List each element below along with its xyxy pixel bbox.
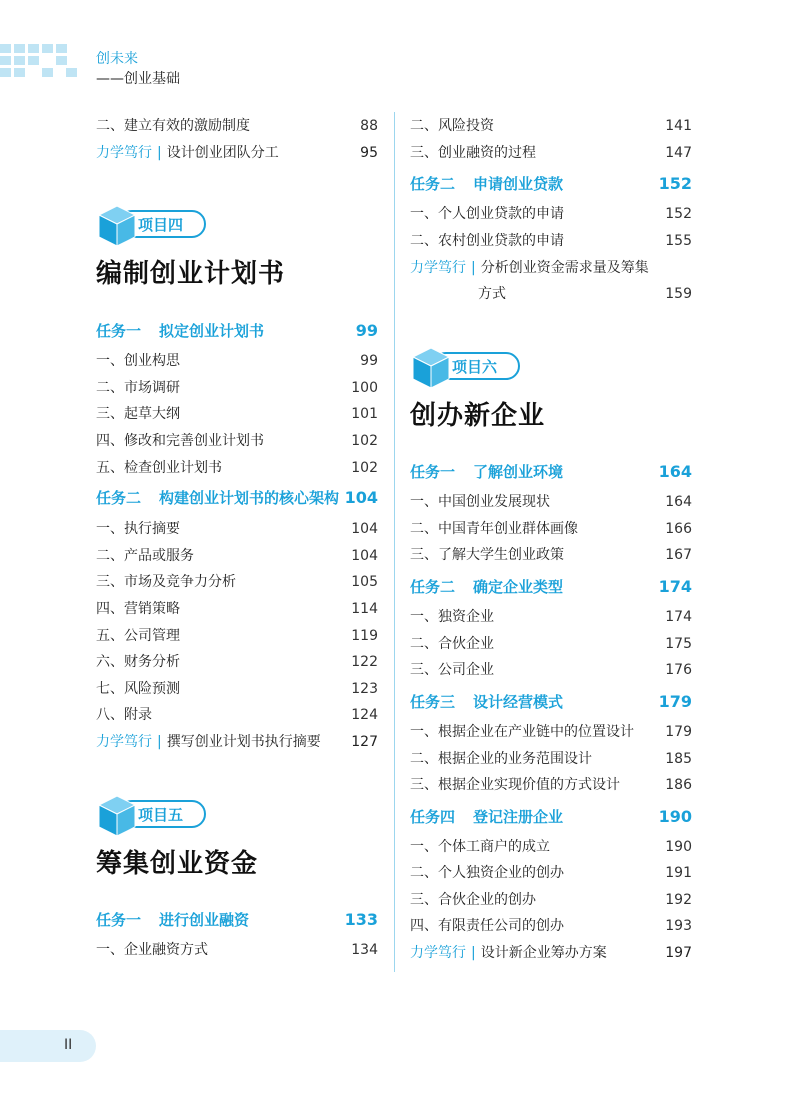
separator-bar: |: [157, 145, 162, 161]
task-number: 任务二: [410, 578, 456, 596]
toc-entry-row: [96, 939, 378, 959]
toc-entry-row: [410, 606, 692, 626]
page-ref: 190: [665, 839, 692, 855]
project-title: 筹集创业资金: [96, 849, 259, 879]
entry-title: 三、市场及竞争力分析: [96, 574, 236, 590]
entry-title: 五、检查创业计划书: [96, 460, 222, 476]
page-ref: 141: [665, 118, 692, 134]
project-title: 编制创业计划书: [96, 259, 286, 289]
page-ref: 114: [351, 601, 378, 617]
task-title: 拟定创业计划书: [159, 322, 265, 340]
entry-title: 八、附录: [96, 707, 152, 723]
toc-label: [96, 350, 180, 370]
page-ref: 105: [351, 574, 378, 590]
page-ref: 164: [665, 494, 692, 510]
toc-label: [96, 651, 180, 671]
toc-entry-row: [410, 774, 692, 794]
toc-label: [410, 203, 564, 223]
project-title: 创办新企业: [410, 401, 546, 431]
toc-entry-row: [96, 350, 378, 370]
toc-entry-row: [96, 403, 378, 423]
entry-title: 七、风险预测: [96, 681, 180, 697]
toc-label: [96, 320, 264, 341]
toc-label: [410, 862, 564, 882]
page-ref: 186: [665, 777, 692, 793]
task-title: 了解创业环境: [473, 463, 564, 481]
cube-icon: [410, 345, 452, 391]
entry-title: 二、合伙企业: [410, 636, 494, 652]
entry-title: 三、合伙企业的创办: [410, 892, 536, 908]
toc-entry-row: [96, 598, 378, 618]
toc-label: [410, 257, 649, 277]
toc-label: [410, 691, 563, 712]
toc-entry-row: [96, 430, 378, 450]
entry-title: 四、修改和完善创业计划书: [96, 433, 264, 449]
toc-label: [410, 774, 620, 794]
entry-title: 一、执行摘要: [96, 521, 180, 537]
task-title: 申请创业贷款: [473, 175, 564, 193]
toc-label: [96, 545, 194, 565]
page-ref: 166: [665, 521, 692, 537]
entry-title: 二、风险投资: [410, 118, 494, 134]
page-ref: 190: [658, 807, 692, 826]
decorative-square: [14, 68, 25, 77]
toc-entry-row: [410, 889, 692, 909]
toc-label: [410, 518, 578, 538]
task-title: 设计经营模式: [473, 693, 564, 711]
toc-label: [96, 142, 279, 162]
toc-label: [410, 142, 536, 162]
toc-label: [410, 283, 506, 303]
toc-entry-row: [410, 633, 692, 653]
toc-label: [96, 571, 236, 591]
page-ref: 95: [360, 145, 378, 161]
page-ref: 174: [658, 577, 692, 596]
entry-title: 方式: [478, 286, 506, 302]
entry-title: 四、有限责任公司的创办: [410, 918, 564, 934]
decorative-square: [28, 44, 39, 53]
toc-label: [96, 598, 180, 618]
practice-tag: 力学笃行: [410, 260, 466, 276]
toc-label: [410, 806, 563, 827]
toc-label: [410, 721, 634, 741]
page-number: II: [64, 1037, 73, 1053]
entry-title: 三、根据企业实现价值的方式设计: [410, 777, 620, 793]
entry-title: 五、公司管理: [96, 628, 180, 644]
toc-label: [96, 731, 321, 751]
project-label: 项目四: [138, 216, 184, 234]
page-ref: 88: [360, 118, 378, 134]
toc-label: [96, 487, 339, 508]
toc-entry-row: [410, 142, 692, 162]
entry-title: 三、起草大纲: [96, 406, 180, 422]
header-decoration: [0, 44, 80, 84]
page-ref: 102: [351, 433, 378, 449]
task-number: 任务一: [96, 911, 142, 929]
page-ref: 101: [351, 406, 378, 422]
toc-label: [96, 518, 180, 538]
decorative-square: [0, 56, 11, 65]
page-ref: 197: [665, 945, 692, 961]
toc-entry-row: [410, 862, 692, 882]
toc-label: [96, 115, 250, 135]
cube-icon: [96, 203, 138, 249]
toc-entry-row: [96, 115, 378, 135]
practice-title: 分析创业资金需求量及筹集: [480, 260, 649, 276]
task-title: 进行创业融资: [159, 911, 250, 929]
toc-label: [410, 461, 563, 482]
toc-label: [410, 544, 564, 564]
page-ref: 104: [351, 521, 378, 537]
toc-task-row: [96, 909, 378, 930]
page-ref: 99: [360, 353, 378, 369]
page-ref: 134: [351, 942, 378, 958]
practice-title: 设计创业团队分工: [166, 145, 279, 161]
decorative-square: [56, 56, 67, 65]
page-ref: 122: [351, 654, 378, 670]
toc-label: [96, 939, 208, 959]
page-ref: 104: [344, 488, 378, 507]
toc-label: [410, 659, 494, 679]
entry-title: 三、创业融资的过程: [410, 145, 536, 161]
column-divider: [394, 112, 395, 972]
project-badge: [96, 793, 226, 839]
task-number: 任务一: [410, 463, 456, 481]
entry-title: 一、个人创业贷款的申请: [410, 206, 564, 222]
page-ref: 119: [351, 628, 378, 644]
toc-task-row: [410, 576, 692, 597]
toc-label: [410, 889, 536, 909]
toc-task-row: [410, 461, 692, 482]
page-ref: 99: [355, 321, 378, 340]
page-ref: 127: [351, 734, 378, 750]
toc-practice-row: [410, 942, 692, 962]
toc-label: [96, 909, 249, 930]
toc-entry-row: [410, 230, 692, 250]
book-title: 创未来: [96, 51, 138, 67]
entry-title: 二、市场调研: [96, 380, 180, 396]
decorative-square: [42, 44, 53, 53]
toc-practice-row: [410, 257, 692, 277]
project-label: 项目六: [452, 358, 498, 376]
decorative-square: [0, 68, 11, 77]
book-subtitle: ——创业基础: [96, 71, 180, 87]
entry-title: 四、营销策略: [96, 601, 180, 617]
practice-title: 撰写创业计划书执行摘要: [166, 734, 321, 750]
page-ref: 164: [658, 462, 692, 481]
entry-title: 三、公司企业: [410, 662, 494, 678]
toc-entry-row: [96, 518, 378, 538]
page-ref: 192: [665, 892, 692, 908]
page-number-tab: [0, 1030, 96, 1062]
toc-entry-row: [410, 518, 692, 538]
toc-entry-row: [96, 545, 378, 565]
toc-entry-row: [96, 571, 378, 591]
entry-title: 二、中国青年创业群体画像: [410, 521, 578, 537]
page-ref: 176: [665, 662, 692, 678]
page-ref: 159: [665, 286, 692, 302]
toc-task-row: [410, 806, 692, 827]
page-ref: 191: [665, 865, 692, 881]
toc-task-row: [410, 173, 692, 194]
toc-entry-row: [96, 678, 378, 698]
toc-label: [96, 430, 264, 450]
entry-title: 二、农村创业贷款的申请: [410, 233, 564, 249]
toc-entry-row: [410, 491, 692, 511]
page-ref: 193: [665, 918, 692, 934]
entry-title: 一、创业构思: [96, 353, 180, 369]
toc-label: [410, 606, 494, 626]
page-ref: 179: [665, 724, 692, 740]
separator-bar: |: [157, 734, 162, 750]
page-ref: 175: [665, 636, 692, 652]
page-ref: 152: [658, 174, 692, 193]
toc-label: [410, 915, 564, 935]
page-ref: 124: [351, 707, 378, 723]
toc-label: [96, 625, 180, 645]
cube-icon: [96, 793, 138, 839]
toc-entry-row: [410, 721, 692, 741]
page-ref: 179: [658, 692, 692, 711]
project-label: 项目五: [138, 806, 184, 824]
task-title: 确定企业类型: [473, 578, 564, 596]
entry-title: 二、产品或服务: [96, 548, 194, 564]
task-number: 任务三: [410, 693, 456, 711]
toc-label: [410, 115, 494, 135]
toc-label: [410, 748, 592, 768]
practice-title: 设计新企业筹办方案: [480, 945, 607, 961]
task-number: 任务四: [410, 808, 456, 826]
practice-tag: 力学笃行: [96, 734, 152, 750]
toc-entry-row: [410, 915, 692, 935]
toc-label: [410, 173, 563, 194]
toc-task-row: [410, 691, 692, 712]
task-number: 任务二: [410, 175, 456, 193]
page-ref: 155: [665, 233, 692, 249]
project-badge: [96, 203, 226, 249]
page-ref: 167: [665, 547, 692, 563]
decorative-square: [0, 44, 11, 53]
entry-title: 一、中国创业发展现状: [410, 494, 550, 510]
toc-entry-row: [96, 704, 378, 724]
toc-continuation-row: [410, 283, 692, 303]
toc-entry-row: [410, 836, 692, 856]
page-ref: 100: [351, 380, 378, 396]
task-number: 任务二: [96, 489, 142, 507]
page-ref: 102: [351, 460, 378, 476]
toc-label: [96, 377, 180, 397]
toc-label: [410, 836, 550, 856]
toc-label: [96, 403, 180, 423]
toc-label: [410, 633, 494, 653]
separator-bar: |: [471, 945, 476, 961]
toc-practice-row: [96, 142, 378, 162]
toc-label: [410, 230, 564, 250]
decorative-square: [14, 44, 25, 53]
entry-title: 二、根据企业的业务范围设计: [410, 751, 592, 767]
entry-title: 二、建立有效的激励制度: [96, 118, 250, 134]
toc-label: [96, 678, 180, 698]
task-title: 构建创业计划书的核心架构: [159, 489, 340, 507]
toc-label: [410, 576, 563, 597]
toc-entry-row: [410, 115, 692, 135]
entry-title: 六、财务分析: [96, 654, 180, 670]
toc-entry-row: [96, 651, 378, 671]
toc-entry-row: [96, 377, 378, 397]
separator-bar: |: [471, 260, 476, 276]
entry-title: 一、根据企业在产业链中的位置设计: [410, 724, 634, 740]
project-badge: [410, 345, 540, 391]
toc-entry-row: [410, 203, 692, 223]
toc-entry-row: [96, 457, 378, 477]
page-ref: 185: [665, 751, 692, 767]
task-title: 登记注册企业: [473, 808, 564, 826]
decorative-square: [42, 68, 53, 77]
toc-label: [410, 942, 607, 962]
practice-tag: 力学笃行: [96, 145, 152, 161]
task-number: 任务一: [96, 322, 142, 340]
entry-title: 二、个人独资企业的创办: [410, 865, 564, 881]
toc-task-row: [96, 320, 378, 341]
page-ref: 152: [665, 206, 692, 222]
entry-title: 一、企业融资方式: [96, 942, 208, 958]
page-ref: 104: [351, 548, 378, 564]
decorative-square: [14, 56, 25, 65]
decorative-square: [56, 44, 67, 53]
page-ref: 147: [665, 145, 692, 161]
toc-practice-row: [96, 731, 378, 751]
toc-label: [96, 704, 152, 724]
decorative-square: [28, 56, 39, 65]
page-ref: 174: [665, 609, 692, 625]
toc-entry-row: [410, 659, 692, 679]
toc-task-row: [96, 487, 378, 508]
practice-tag: 力学笃行: [410, 945, 466, 961]
entry-title: 一、独资企业: [410, 609, 494, 625]
toc-label: [410, 491, 550, 511]
decorative-square: [66, 68, 77, 77]
entry-title: 一、个体工商户的成立: [410, 839, 550, 855]
toc-label: [96, 457, 222, 477]
page-ref: 123: [351, 681, 378, 697]
entry-title: 三、了解大学生创业政策: [410, 547, 564, 563]
page-ref: 133: [344, 910, 378, 929]
toc-entry-row: [410, 748, 692, 768]
toc-entry-row: [96, 625, 378, 645]
toc-entry-row: [410, 544, 692, 564]
